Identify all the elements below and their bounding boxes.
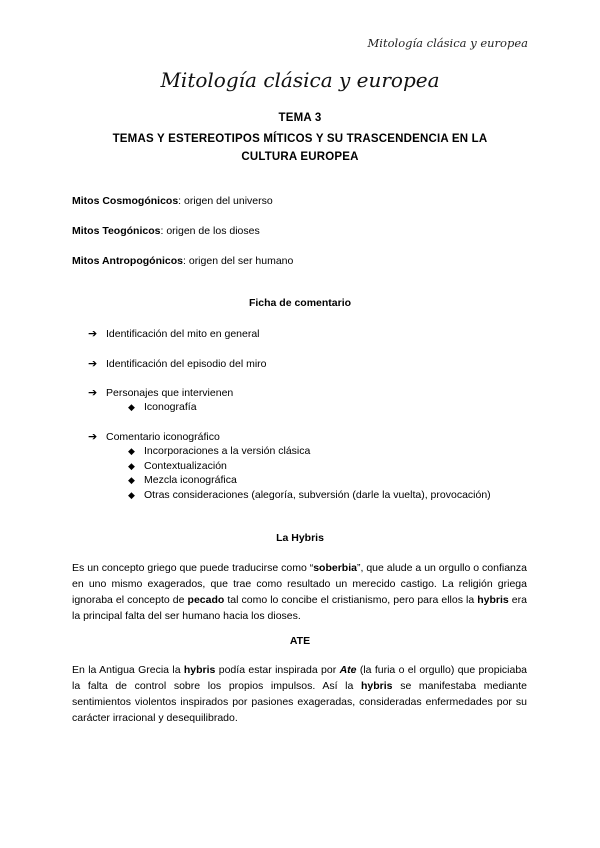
- hybris-paragraph: Es un concepto griego que puede traducirse como “soberbia”, que alude a un orgullo o confianza en uno mismo exagerados, que trae como resultado un merecido castigo. La religión griega ignoraba el concepto de pecado tal como lo concibe el cristianismo, pero para ellos la hybris era la principal falta del ser humano hacia los dioses.: [72, 562, 527, 622]
- ficha-item-label: Identificación del mito en general: [106, 328, 260, 340]
- tema-subtitle: TEMAS Y ESTEREOTIPOS MÍTICOS Y SU TRASCENDENCIA EN LA CULTURA EUROPEA: [112, 133, 488, 163]
- ficha-item: [88, 430, 220, 443]
- arrow-icon: ➔: [88, 431, 98, 443]
- diamond-bullet-icon: ◆: [128, 475, 135, 485]
- diamond-bullet-icon: ◆: [128, 402, 135, 412]
- ficha-item-label: Identificación del episodio del miro: [106, 358, 267, 370]
- mito-cosmogonicos: [72, 195, 273, 207]
- arrow-icon: ➔: [88, 358, 98, 370]
- ate-title: ATE: [289, 635, 311, 647]
- ficha-subitem: [128, 460, 227, 472]
- ficha-item-label: Comentario iconográfico: [106, 431, 220, 443]
- diamond-bullet-icon: ◆: [128, 490, 135, 500]
- ficha-subitem: [128, 445, 310, 457]
- ate-paragraph: En la Antigua Grecia la hybris podía estar inspirada por Ate (la furia o el orgullo) que propiciaba la falta de control sobre los propios impulsos. Así la hybris se manifestaba mediante sentimientos violentos inspirados por pasiones exageradas, consideradas enfermedades por su carácter irracional y desequilibrado.: [72, 664, 528, 724]
- ficha-subitem-label: Incorporaciones a la versión clásica: [144, 445, 311, 457]
- ficha-subitem-label: Contextualización: [144, 460, 227, 472]
- ficha-subitem: [128, 489, 491, 501]
- ficha-subitem-label: Mezcla iconográfica: [144, 474, 237, 486]
- mito-definition: : origen de los dioses: [160, 225, 260, 237]
- mito-term: Mitos Teogónicos: [72, 225, 161, 237]
- document-title: Mitología clásica y europea: [160, 68, 440, 92]
- mito-definition: : origen del ser humano: [183, 255, 294, 267]
- ficha-subitem: [128, 474, 237, 486]
- tema-label: TEMA 3: [278, 112, 322, 124]
- running-header: Mitología clásica y europea: [367, 36, 528, 50]
- diamond-bullet-icon: ◆: [128, 446, 135, 456]
- mito-antropogonicos: [72, 255, 293, 267]
- ficha-subitem: [128, 401, 197, 413]
- ficha-subitem-label: Iconografía: [144, 401, 197, 413]
- ficha-item-label: Personajes que intervienen: [106, 387, 234, 399]
- arrow-icon: ➔: [88, 387, 98, 399]
- mito-teogonicos: [72, 225, 260, 237]
- arrow-icon: ➔: [88, 328, 98, 340]
- ficha-item: [88, 386, 233, 399]
- ficha-item: [88, 327, 260, 340]
- mito-term: Mitos Antropogónicos: [72, 255, 184, 267]
- mito-term: Mitos Cosmogónicos: [72, 195, 179, 207]
- ficha-title: Ficha de comentario: [248, 297, 352, 309]
- diamond-bullet-icon: ◆: [128, 461, 135, 471]
- mito-definition: : origen del universo: [178, 195, 273, 207]
- ficha-subitem-label: Otras consideraciones (alegoría, subversión (darle la vuelta), provocación): [144, 489, 491, 501]
- hybris-title: La Hybris: [276, 532, 324, 544]
- ficha-item: [88, 357, 267, 370]
